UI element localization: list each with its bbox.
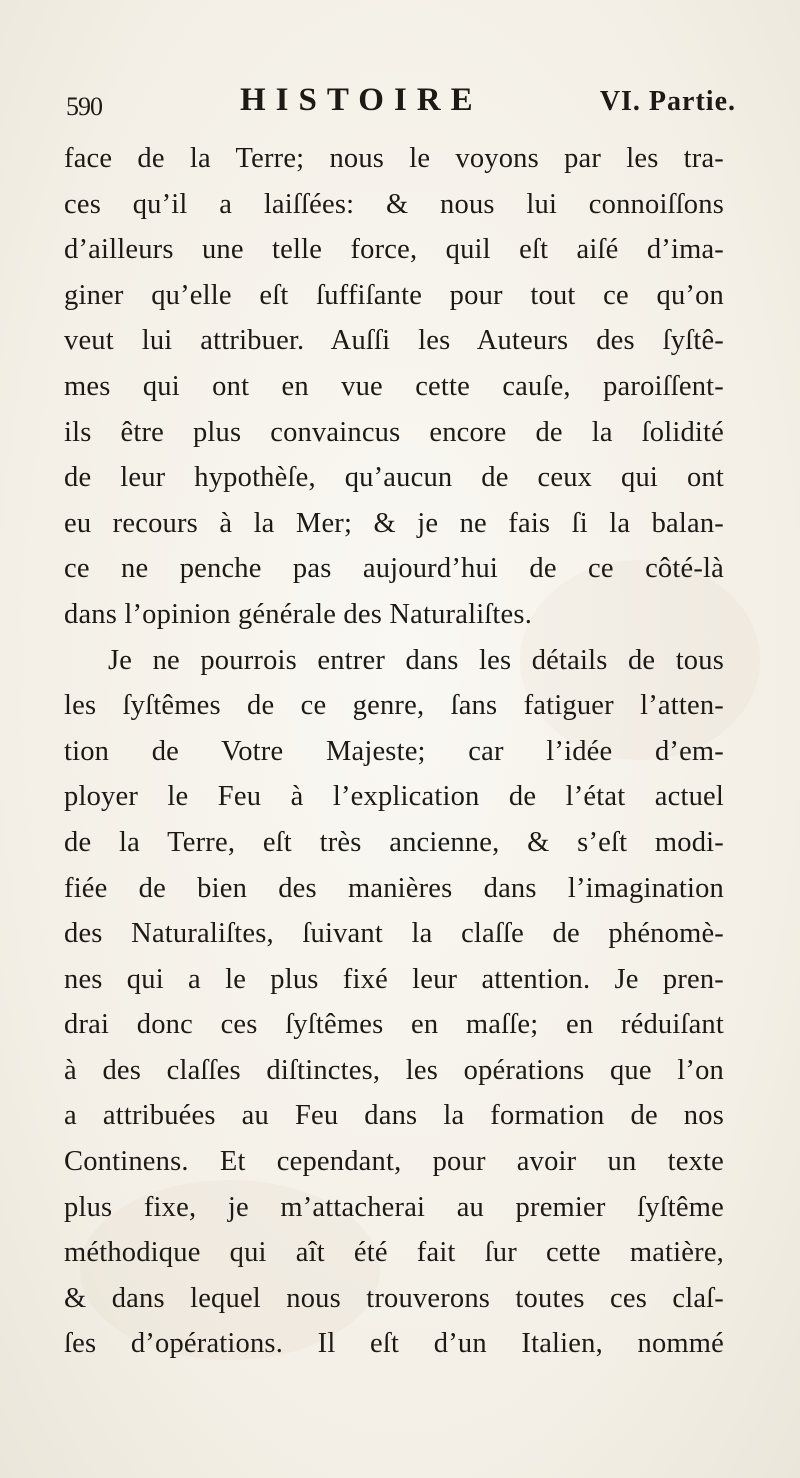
text-line: veut lui attribuer. Auſſi les Auteurs des ſyſtê-	[64, 325, 724, 357]
text-line: ils être plus convaincus encore de la ſolidité	[64, 416, 724, 448]
text-line: d’ailleurs une telle force, quil eſt aiſé d’ima-	[64, 234, 724, 266]
text-line: eu recours à la Mer; & je ne fais ſi la balan-	[64, 507, 724, 539]
text-line: giner qu’elle eſt ſuffiſante pour tout ce qu’on	[64, 279, 724, 311]
body-text	[64, 136, 724, 1367]
text-line: ployer le Feu à l’explication de l’état actuel	[64, 781, 724, 813]
text-line: ſes d’opérations. Il eſt d’un Italien, nommé	[64, 1328, 724, 1360]
text-line: & dans lequel nous trouverons toutes ces claſ-	[64, 1282, 724, 1314]
page-number: 590	[66, 92, 102, 121]
text-line: plus fixe, je m’attacherai au premier ſyſtême	[64, 1191, 724, 1223]
text-line: Je ne pourrois entrer dans les détails de tous	[108, 644, 724, 676]
text-line: drai donc ces ſyſtêmes en maſſe; en réduiſant	[64, 1009, 724, 1041]
text-line: dans l’opinion générale des Naturaliſtes.	[64, 598, 533, 630]
text-line: de la Terre, eſt très ancienne, & s’eſt modi-	[64, 826, 724, 858]
text-line: ces qu’il a laiſſées: & nous lui connoiſſons	[64, 188, 724, 220]
running-head	[40, 82, 760, 122]
text-line: à des claſſes diſtinctes, les opérations que l’on	[64, 1054, 724, 1086]
text-line: fiée de bien des manières dans l’imagination	[64, 872, 724, 904]
text-line: de leur hypothèſe, qu’aucun de ceux qui ont	[64, 462, 724, 494]
text-line: a attribuées au Feu dans la formation de nos	[64, 1100, 724, 1132]
text-line: nes qui a le plus fixé leur attention. Je pren-	[64, 963, 724, 995]
text-line: méthodique qui aît été fait ſur cette matière,	[64, 1237, 724, 1269]
text-line: des Naturaliſtes, ſuivant la claſſe de phénomè-	[64, 918, 724, 950]
text-line: mes qui ont en vue cette cauſe, paroiſſent-	[64, 370, 724, 402]
running-title: HISTOIRE	[240, 82, 483, 118]
text-line: les ſyſtêmes de ce genre, ſans fatiguer l’atten-	[64, 690, 724, 722]
part-label: VI. Partie.	[599, 86, 736, 117]
text-line: face de la Terre; nous le voyons par les tra-	[64, 143, 724, 174]
text-line: Continens. Et cependant, pour avoir un texte	[64, 1146, 724, 1178]
text-line: tion de Votre Majeste; car l’idée d’em-	[64, 735, 724, 767]
text-line: ce ne penche pas aujourd’hui de ce côté-là	[64, 553, 724, 585]
